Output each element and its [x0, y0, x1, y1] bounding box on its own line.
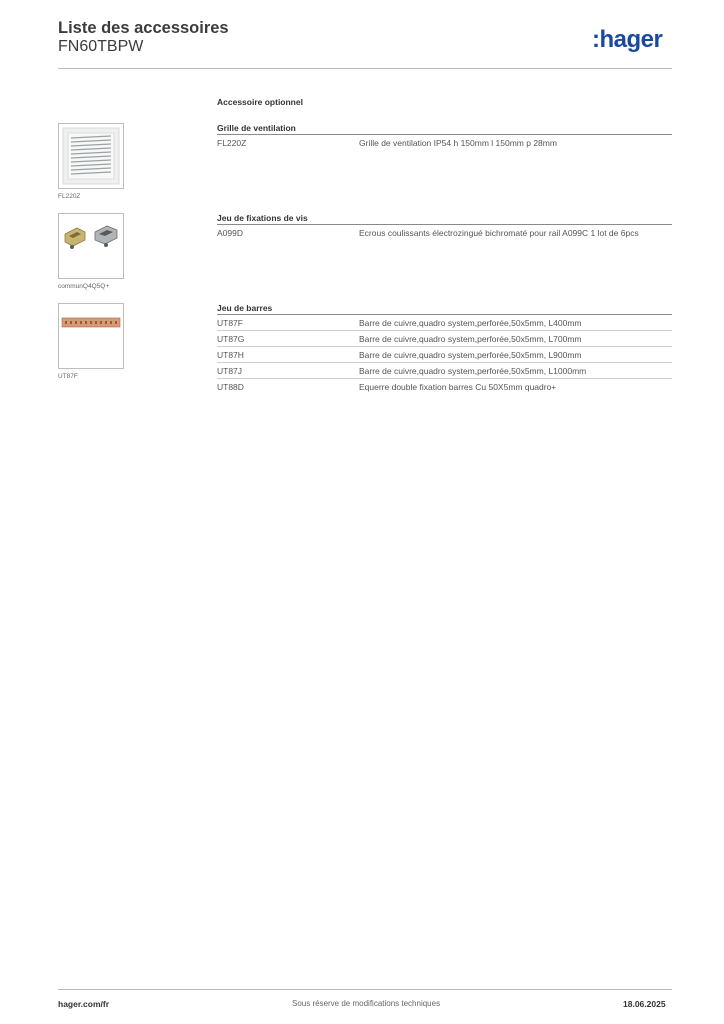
ventilation-grille-image	[58, 123, 124, 189]
image-caption: communQ4Q5Q+	[58, 283, 110, 290]
table-row	[217, 363, 672, 379]
article-description: Equerre double fixation barres Cu 50X5mm quadro+	[359, 382, 557, 392]
article-description: Barre de cuivre,quadro system,perforée,50x5mm, L1000mm	[359, 366, 587, 376]
article-description: Barre de cuivre,quadro system,perforée,50x5mm, L400mm	[359, 318, 582, 328]
product-reference: FN60TBPW	[58, 38, 144, 55]
article-description: Ecrous coulissants électrozingué bichromaté pour rail A099C 1 lot de 6pcs	[359, 228, 639, 238]
image-caption: FL220Z	[58, 193, 81, 200]
article-reference: UT87J	[217, 366, 243, 376]
footer-disclaimer: Sous réserve de modifications techniques	[292, 999, 441, 1008]
group-title: Jeu de barres	[217, 303, 273, 313]
sliding-nuts-image	[58, 213, 124, 279]
article-reference: UT88D	[217, 382, 244, 392]
footer-divider	[58, 989, 672, 990]
article-reference: UT87H	[217, 350, 244, 360]
table-row	[217, 347, 672, 363]
hager-logo: :hager	[592, 26, 663, 53]
page-title: Liste des accessoires	[58, 19, 229, 37]
article-reference: UT87F	[217, 318, 243, 328]
article-description: Barre de cuivre,quadro system,perforée,50x5mm, L700mm	[359, 334, 582, 344]
table-row	[217, 135, 672, 150]
article-description: Grille de ventilation IP54 h 150mm l 150mm p 28mm	[359, 138, 557, 148]
footer-date: 18.06.2025	[623, 999, 666, 1009]
image-caption: UT87F	[58, 373, 78, 380]
section-heading: Accessoire optionnel	[217, 97, 303, 107]
table-row	[217, 315, 672, 331]
article-reference: FL220Z	[217, 138, 247, 148]
article-reference: A099D	[217, 228, 243, 238]
article-reference: UT87G	[217, 334, 245, 344]
footer-website-link[interactable]: hager.com/fr	[58, 999, 110, 1009]
copper-busbar-image	[58, 303, 124, 369]
table-row	[217, 331, 672, 347]
group-title: Jeu de fixations de vis	[217, 213, 308, 223]
table-row	[217, 225, 672, 251]
article-description: Barre de cuivre,quadro system,perforée,50x5mm, L900mm	[359, 350, 582, 360]
header-divider	[58, 68, 672, 69]
group-title: Grille de ventilation	[217, 123, 296, 133]
table-row	[217, 379, 672, 394]
